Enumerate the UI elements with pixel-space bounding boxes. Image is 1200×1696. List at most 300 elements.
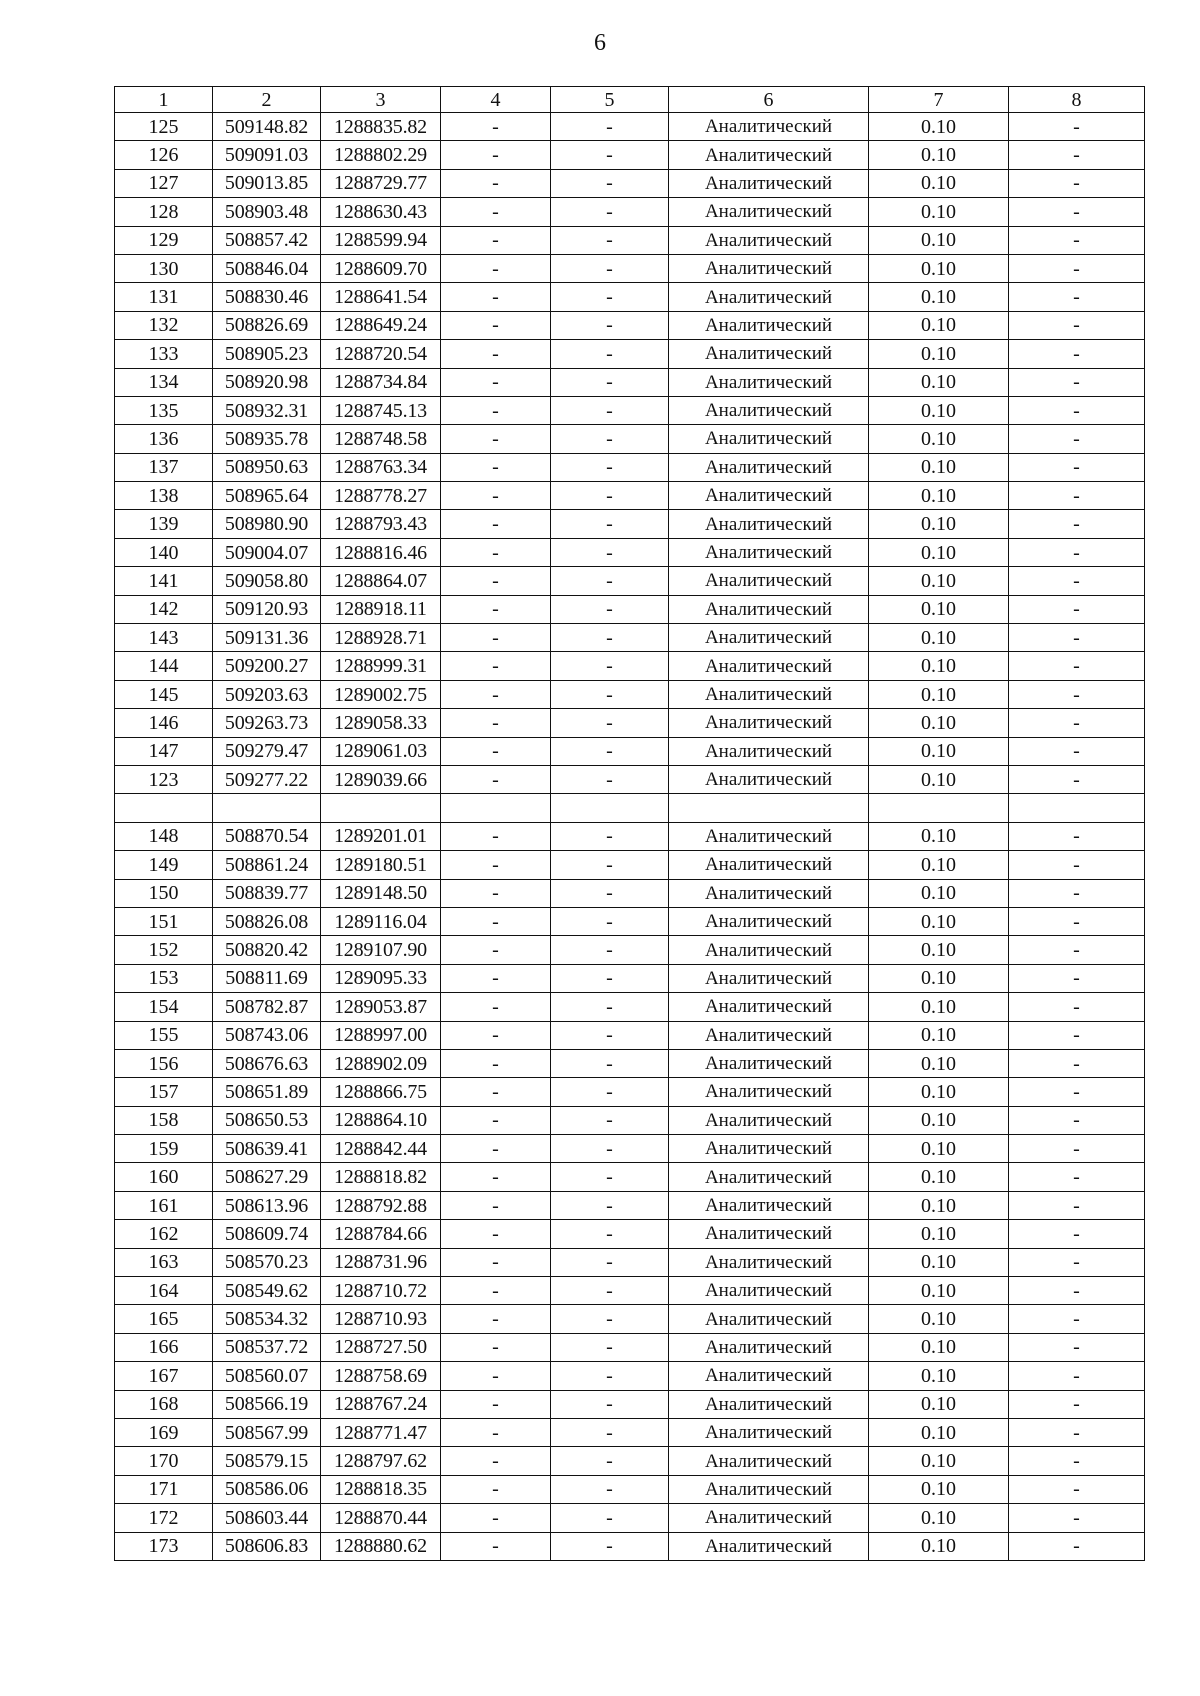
table-cell-col-7: 0.10 — [869, 1475, 1009, 1503]
table-cell-col-2: 509203.63 — [213, 680, 321, 708]
table-cell-col-6: Аналитический — [669, 737, 869, 765]
table-cell-col-8: - — [1009, 709, 1145, 737]
table-cell-col-6: Аналитический — [669, 396, 869, 424]
table-cell-col-6: Аналитический — [669, 283, 869, 311]
table-cell-col-7: 0.10 — [869, 198, 1009, 226]
table-cell-col-3: 1289002.75 — [321, 680, 441, 708]
table-cell-col-6: Аналитический — [669, 624, 869, 652]
table-cell-col-2: 508566.19 — [213, 1390, 321, 1418]
table-cell-col-6: Аналитический — [669, 1333, 869, 1361]
table-cell-col-5: - — [551, 680, 669, 708]
table-cell-col-6: Аналитический — [669, 567, 869, 595]
table-cell-col-6: Аналитический — [669, 1135, 869, 1163]
table-cell-col-6: Аналитический — [669, 1305, 869, 1333]
table-cell-col-2: 508782.87 — [213, 993, 321, 1021]
table-cell-col-4: - — [441, 737, 551, 765]
table-cell-col-3: 1288720.54 — [321, 340, 441, 368]
table-cell-col-8: - — [1009, 425, 1145, 453]
table-cell-col-8: - — [1009, 254, 1145, 282]
table-cell-col-5: - — [551, 510, 669, 538]
table-cell-col-3: 1288997.00 — [321, 1021, 441, 1049]
table-cell-col-1 — [115, 794, 213, 822]
table-cell-col-1: 150 — [115, 879, 213, 907]
table-cell-col-7: 0.10 — [869, 141, 1009, 169]
table-cell-col-6: Аналитический — [669, 368, 869, 396]
table-row — [115, 1418, 1145, 1446]
table-cell-col-1: 142 — [115, 595, 213, 623]
table-cell-col-6: Аналитический — [669, 141, 869, 169]
table-row — [115, 851, 1145, 879]
table-cell-col-6: Аналитический — [669, 425, 869, 453]
table-cell-col-4 — [441, 794, 551, 822]
table-cell-col-2: 508861.24 — [213, 851, 321, 879]
table-row — [115, 453, 1145, 481]
column-header-6: 6 — [669, 87, 869, 113]
table-cell-col-4: - — [441, 340, 551, 368]
table-cell-col-3: 1288835.82 — [321, 113, 441, 141]
table-cell-col-4: - — [441, 113, 551, 141]
table-cell-col-3: 1288710.72 — [321, 1277, 441, 1305]
table-cell-col-1: 169 — [115, 1418, 213, 1446]
table-row — [115, 879, 1145, 907]
table-row — [115, 765, 1145, 793]
table-row — [115, 283, 1145, 311]
table-row — [115, 907, 1145, 935]
table-cell-col-2: 508570.23 — [213, 1248, 321, 1276]
table-cell-col-2: 508950.63 — [213, 453, 321, 481]
table-row — [115, 1163, 1145, 1191]
table-cell-col-7: 0.10 — [869, 482, 1009, 510]
table-cell-col-6: Аналитический — [669, 1532, 869, 1560]
table-cell-col-5: - — [551, 1305, 669, 1333]
table-cell-col-4: - — [441, 1277, 551, 1305]
table-cell-col-3: 1288928.71 — [321, 624, 441, 652]
table-row — [115, 198, 1145, 226]
table-cell-col-5: - — [551, 1248, 669, 1276]
table-row — [115, 1305, 1145, 1333]
table-row — [115, 1447, 1145, 1475]
table-cell-col-3: 1289061.03 — [321, 737, 441, 765]
table-cell-col-5: - — [551, 254, 669, 282]
table-cell-col-7: 0.10 — [869, 425, 1009, 453]
table-row — [115, 1049, 1145, 1077]
table-cell-col-3: 1289058.33 — [321, 709, 441, 737]
table-cell-col-3: 1288710.93 — [321, 1305, 441, 1333]
table-cell-col-8: - — [1009, 510, 1145, 538]
table-cell-col-1: 148 — [115, 822, 213, 850]
table-cell-col-2: 509004.07 — [213, 538, 321, 566]
table-row — [115, 794, 1145, 822]
table-cell-col-5: - — [551, 964, 669, 992]
coordinates-table — [114, 86, 1145, 1561]
table-cell-col-8: - — [1009, 482, 1145, 510]
table-row — [115, 1390, 1145, 1418]
table-cell-col-4: - — [441, 709, 551, 737]
table-cell-col-7: 0.10 — [869, 1248, 1009, 1276]
table-row — [115, 822, 1145, 850]
table-row — [115, 1475, 1145, 1503]
table-cell-col-4: - — [441, 368, 551, 396]
table-cell-col-7: 0.10 — [869, 510, 1009, 538]
table-cell-col-8: - — [1009, 1504, 1145, 1532]
table-cell-col-3: 1288649.24 — [321, 311, 441, 339]
table-cell-col-6: Аналитический — [669, 169, 869, 197]
table-row — [115, 737, 1145, 765]
table-row — [115, 1248, 1145, 1276]
table-cell-col-7: 0.10 — [869, 1078, 1009, 1106]
table-cell-col-8: - — [1009, 1049, 1145, 1077]
table-cell-col-5: - — [551, 993, 669, 1021]
table-cell-col-7: 0.10 — [869, 1049, 1009, 1077]
table-row — [115, 538, 1145, 566]
table-cell-col-1: 138 — [115, 482, 213, 510]
table-cell-col-1: 156 — [115, 1049, 213, 1077]
table-cell-col-2: 508650.53 — [213, 1106, 321, 1134]
table-cell-col-4: - — [441, 1021, 551, 1049]
table-cell-col-5: - — [551, 1135, 669, 1163]
table-cell-col-1: 168 — [115, 1390, 213, 1418]
table-cell-col-5: - — [551, 595, 669, 623]
table-cell-col-6: Аналитический — [669, 1248, 869, 1276]
table-cell-col-4: - — [441, 993, 551, 1021]
table-cell-col-2: 508905.23 — [213, 340, 321, 368]
table-cell-col-5: - — [551, 765, 669, 793]
table-cell-col-7: 0.10 — [869, 652, 1009, 680]
table-cell-col-2: 508743.06 — [213, 1021, 321, 1049]
table-cell-col-4: - — [441, 141, 551, 169]
table-cell-col-8: - — [1009, 1532, 1145, 1560]
table-cell-col-1: 167 — [115, 1362, 213, 1390]
table-row — [115, 169, 1145, 197]
table-cell-col-1: 136 — [115, 425, 213, 453]
table-cell-col-1: 154 — [115, 993, 213, 1021]
table-cell-col-1: 134 — [115, 368, 213, 396]
table-cell-col-8: - — [1009, 1447, 1145, 1475]
table-cell-col-7: 0.10 — [869, 993, 1009, 1021]
table-cell-col-5: - — [551, 368, 669, 396]
table-cell-col-2: 508603.44 — [213, 1504, 321, 1532]
table-cell-col-2: 508651.89 — [213, 1078, 321, 1106]
table-cell-col-7: 0.10 — [869, 851, 1009, 879]
table-cell-col-5: - — [551, 1191, 669, 1219]
table-cell-col-3: 1289148.50 — [321, 879, 441, 907]
table-cell-col-1: 143 — [115, 624, 213, 652]
table-cell-col-7: 0.10 — [869, 340, 1009, 368]
table-cell-col-7: 0.10 — [869, 538, 1009, 566]
table-cell-col-2: 508920.98 — [213, 368, 321, 396]
table-cell-col-8: - — [1009, 993, 1145, 1021]
table-cell-col-3: 1288784.66 — [321, 1220, 441, 1248]
table-cell-col-7: 0.10 — [869, 113, 1009, 141]
table-cell-col-4: - — [441, 510, 551, 538]
table-cell-col-1: 141 — [115, 567, 213, 595]
table-cell-col-1: 160 — [115, 1163, 213, 1191]
table-cell-col-5: - — [551, 1390, 669, 1418]
table-cell-col-6: Аналитический — [669, 907, 869, 935]
table-cell-col-6: Аналитический — [669, 311, 869, 339]
table-cell-col-2: 508609.74 — [213, 1220, 321, 1248]
table-cell-col-1: 145 — [115, 680, 213, 708]
table-cell-col-7: 0.10 — [869, 765, 1009, 793]
table-row — [115, 709, 1145, 737]
table-cell-col-5: - — [551, 1277, 669, 1305]
table-cell-col-2: 508826.69 — [213, 311, 321, 339]
table-cell-col-6: Аналитический — [669, 1504, 869, 1532]
table-cell-col-5: - — [551, 453, 669, 481]
table-cell-col-2: 508586.06 — [213, 1475, 321, 1503]
table-cell-col-1: 170 — [115, 1447, 213, 1475]
table-cell-col-8: - — [1009, 567, 1145, 595]
table-cell-col-4: - — [441, 1078, 551, 1106]
table-cell-col-4: - — [441, 1049, 551, 1077]
table-cell-col-3: 1288802.29 — [321, 141, 441, 169]
table-cell-col-1: 135 — [115, 396, 213, 424]
table-cell-col-7: 0.10 — [869, 283, 1009, 311]
table-cell-col-3: 1288767.24 — [321, 1390, 441, 1418]
table-cell-col-3: 1288729.77 — [321, 169, 441, 197]
table-cell-col-2: 508567.99 — [213, 1418, 321, 1446]
table-cell-col-7: 0.10 — [869, 1447, 1009, 1475]
table-cell-col-3: 1288731.96 — [321, 1248, 441, 1276]
table-cell-col-5: - — [551, 709, 669, 737]
table-cell-col-7: 0.10 — [869, 1333, 1009, 1361]
table-cell-col-6: Аналитический — [669, 510, 869, 538]
table-row — [115, 368, 1145, 396]
table-row — [115, 1277, 1145, 1305]
table-cell-col-8: - — [1009, 765, 1145, 793]
table-row — [115, 936, 1145, 964]
table-cell-col-3: 1288758.69 — [321, 1362, 441, 1390]
table-cell-col-1: 147 — [115, 737, 213, 765]
table-cell-col-8: - — [1009, 141, 1145, 169]
table-row — [115, 254, 1145, 282]
table-cell-col-4: - — [441, 226, 551, 254]
table-cell-col-3: 1288748.58 — [321, 425, 441, 453]
column-header-5: 5 — [551, 87, 669, 113]
table-cell-col-1: 127 — [115, 169, 213, 197]
table-cell-col-2: 509148.82 — [213, 113, 321, 141]
table-cell-col-2: 509263.73 — [213, 709, 321, 737]
table-cell-col-4: - — [441, 1135, 551, 1163]
table-cell-col-5: - — [551, 198, 669, 226]
table-row — [115, 1532, 1145, 1560]
table-cell-col-7: 0.10 — [869, 709, 1009, 737]
table-cell-col-8: - — [1009, 538, 1145, 566]
table-cell-col-1: 131 — [115, 283, 213, 311]
table-cell-col-8: - — [1009, 1305, 1145, 1333]
table-cell-col-8: - — [1009, 1021, 1145, 1049]
column-header-1: 1 — [115, 87, 213, 113]
table-cell-col-7: 0.10 — [869, 680, 1009, 708]
table-cell-col-5: - — [551, 1418, 669, 1446]
table-cell-col-2: 508537.72 — [213, 1333, 321, 1361]
table-cell-col-5: - — [551, 907, 669, 935]
column-header-8: 8 — [1009, 87, 1145, 113]
table-cell-col-7: 0.10 — [869, 396, 1009, 424]
table-cell-col-4: - — [441, 538, 551, 566]
table-cell-col-8: - — [1009, 822, 1145, 850]
table-cell-col-5: - — [551, 425, 669, 453]
table-row — [115, 1504, 1145, 1532]
table-cell-col-1: 172 — [115, 1504, 213, 1532]
table-row — [115, 141, 1145, 169]
table-cell-col-3: 1288864.10 — [321, 1106, 441, 1134]
table-cell-col-2: 508980.90 — [213, 510, 321, 538]
table-cell-col-4: - — [441, 822, 551, 850]
table-cell-col-1: 165 — [115, 1305, 213, 1333]
table-cell-col-2 — [213, 794, 321, 822]
table-cell-col-2: 508846.04 — [213, 254, 321, 282]
table-cell-col-1: 158 — [115, 1106, 213, 1134]
table-cell-col-7: 0.10 — [869, 254, 1009, 282]
table-cell-col-3 — [321, 794, 441, 822]
table-cell-col-1: 153 — [115, 964, 213, 992]
table-cell-col-8: - — [1009, 1362, 1145, 1390]
table-cell-col-4: - — [441, 396, 551, 424]
table-cell-col-3: 1289039.66 — [321, 765, 441, 793]
table-cell-col-5: - — [551, 879, 669, 907]
table-cell-col-6: Аналитический — [669, 851, 869, 879]
table-cell-col-7: 0.10 — [869, 1191, 1009, 1219]
table-cell-col-6: Аналитический — [669, 1078, 869, 1106]
table-cell-col-8: - — [1009, 851, 1145, 879]
table-row — [115, 1021, 1145, 1049]
table-cell-col-4: - — [441, 907, 551, 935]
table-cell-col-1: 144 — [115, 652, 213, 680]
table-cell-col-6: Аналитический — [669, 680, 869, 708]
table-cell-col-5: - — [551, 169, 669, 197]
table-cell-col-7: 0.10 — [869, 1305, 1009, 1333]
table-cell-col-7 — [869, 794, 1009, 822]
table-row — [115, 652, 1145, 680]
table-cell-col-4: - — [441, 1475, 551, 1503]
table-cell-col-6: Аналитический — [669, 1277, 869, 1305]
table-cell-col-7: 0.10 — [869, 226, 1009, 254]
table-cell-col-6: Аналитический — [669, 1049, 869, 1077]
table-cell-col-8: - — [1009, 1220, 1145, 1248]
table-cell-col-3: 1288727.50 — [321, 1333, 441, 1361]
table-cell-col-8: - — [1009, 1106, 1145, 1134]
table-cell-col-2: 509279.47 — [213, 737, 321, 765]
table-cell-col-4: - — [441, 652, 551, 680]
table-cell-col-5: - — [551, 1220, 669, 1248]
table-cell-col-6: Аналитический — [669, 822, 869, 850]
table-row — [115, 964, 1145, 992]
table-cell-col-5: - — [551, 822, 669, 850]
table-cell-col-8: - — [1009, 964, 1145, 992]
table-cell-col-1: 128 — [115, 198, 213, 226]
table-cell-col-8: - — [1009, 1135, 1145, 1163]
table-row — [115, 624, 1145, 652]
table-cell-col-2: 508560.07 — [213, 1362, 321, 1390]
table-cell-col-2: 508534.32 — [213, 1305, 321, 1333]
table-cell-col-1: 146 — [115, 709, 213, 737]
table-cell-col-3: 1288999.31 — [321, 652, 441, 680]
table-cell-col-5: - — [551, 538, 669, 566]
table-cell-col-1: 149 — [115, 851, 213, 879]
table-cell-col-3: 1288778.27 — [321, 482, 441, 510]
table-cell-col-3: 1289116.04 — [321, 907, 441, 935]
table-cell-col-5: - — [551, 113, 669, 141]
table-cell-col-8: - — [1009, 1390, 1145, 1418]
table-cell-col-4: - — [441, 1305, 551, 1333]
table-cell-col-6: Аналитический — [669, 652, 869, 680]
table-row — [115, 1135, 1145, 1163]
table-cell-col-7: 0.10 — [869, 1532, 1009, 1560]
table-cell-col-2: 508903.48 — [213, 198, 321, 226]
table-cell-col-8: - — [1009, 652, 1145, 680]
table-cell-col-4: - — [441, 198, 551, 226]
table-cell-col-7: 0.10 — [869, 1106, 1009, 1134]
table-cell-col-5: - — [551, 396, 669, 424]
table-cell-col-4: - — [441, 254, 551, 282]
table-cell-col-3: 1288793.43 — [321, 510, 441, 538]
table-cell-col-6: Аналитический — [669, 198, 869, 226]
column-header-7: 7 — [869, 87, 1009, 113]
column-header-4: 4 — [441, 87, 551, 113]
table-cell-col-4: - — [441, 567, 551, 595]
table-cell-col-5: - — [551, 1362, 669, 1390]
table-cell-col-3: 1288866.75 — [321, 1078, 441, 1106]
table-cell-col-6: Аналитический — [669, 1163, 869, 1191]
table-row — [115, 1333, 1145, 1361]
table-cell-col-4: - — [441, 1504, 551, 1532]
table-cell-col-5: - — [551, 936, 669, 964]
table-cell-col-3: 1288797.62 — [321, 1447, 441, 1475]
table-cell-col-1: 139 — [115, 510, 213, 538]
table-cell-col-2: 508549.62 — [213, 1277, 321, 1305]
table-cell-col-7: 0.10 — [869, 822, 1009, 850]
table-cell-col-6: Аналитический — [669, 453, 869, 481]
table-cell-col-1: 125 — [115, 113, 213, 141]
table-cell-col-6: Аналитический — [669, 113, 869, 141]
table-cell-col-1: 161 — [115, 1191, 213, 1219]
table-cell-col-4: - — [441, 624, 551, 652]
table-cell-col-6: Аналитический — [669, 1362, 869, 1390]
table-cell-col-4: - — [441, 1532, 551, 1560]
table-cell-col-6 — [669, 794, 869, 822]
table-row — [115, 482, 1145, 510]
table-cell-col-8: - — [1009, 1277, 1145, 1305]
table-cell-col-1: 132 — [115, 311, 213, 339]
table-cell-col-7: 0.10 — [869, 595, 1009, 623]
table-row — [115, 396, 1145, 424]
table-cell-col-2: 509058.80 — [213, 567, 321, 595]
table-cell-col-3: 1288630.43 — [321, 198, 441, 226]
table-cell-col-7: 0.10 — [869, 737, 1009, 765]
table-cell-col-3: 1288792.88 — [321, 1191, 441, 1219]
table-cell-col-8: - — [1009, 396, 1145, 424]
table-cell-col-5: - — [551, 1021, 669, 1049]
table-cell-col-2: 509277.22 — [213, 765, 321, 793]
table-cell-col-3: 1288745.13 — [321, 396, 441, 424]
table-cell-col-7: 0.10 — [869, 1277, 1009, 1305]
table-cell-col-8: - — [1009, 680, 1145, 708]
table-cell-col-6: Аналитический — [669, 226, 869, 254]
table-row — [115, 595, 1145, 623]
table-cell-col-6: Аналитический — [669, 1220, 869, 1248]
table-cell-col-2: 508932.31 — [213, 396, 321, 424]
table-cell-col-6: Аналитический — [669, 936, 869, 964]
table-body — [115, 113, 1145, 1561]
table-cell-col-5: - — [551, 624, 669, 652]
table-cell-col-8: - — [1009, 113, 1145, 141]
table-cell-col-5: - — [551, 1078, 669, 1106]
table-cell-col-2: 508627.29 — [213, 1163, 321, 1191]
table-cell-col-3: 1289095.33 — [321, 964, 441, 992]
table-cell-col-6: Аналитический — [669, 709, 869, 737]
table-cell-col-1: 166 — [115, 1333, 213, 1361]
